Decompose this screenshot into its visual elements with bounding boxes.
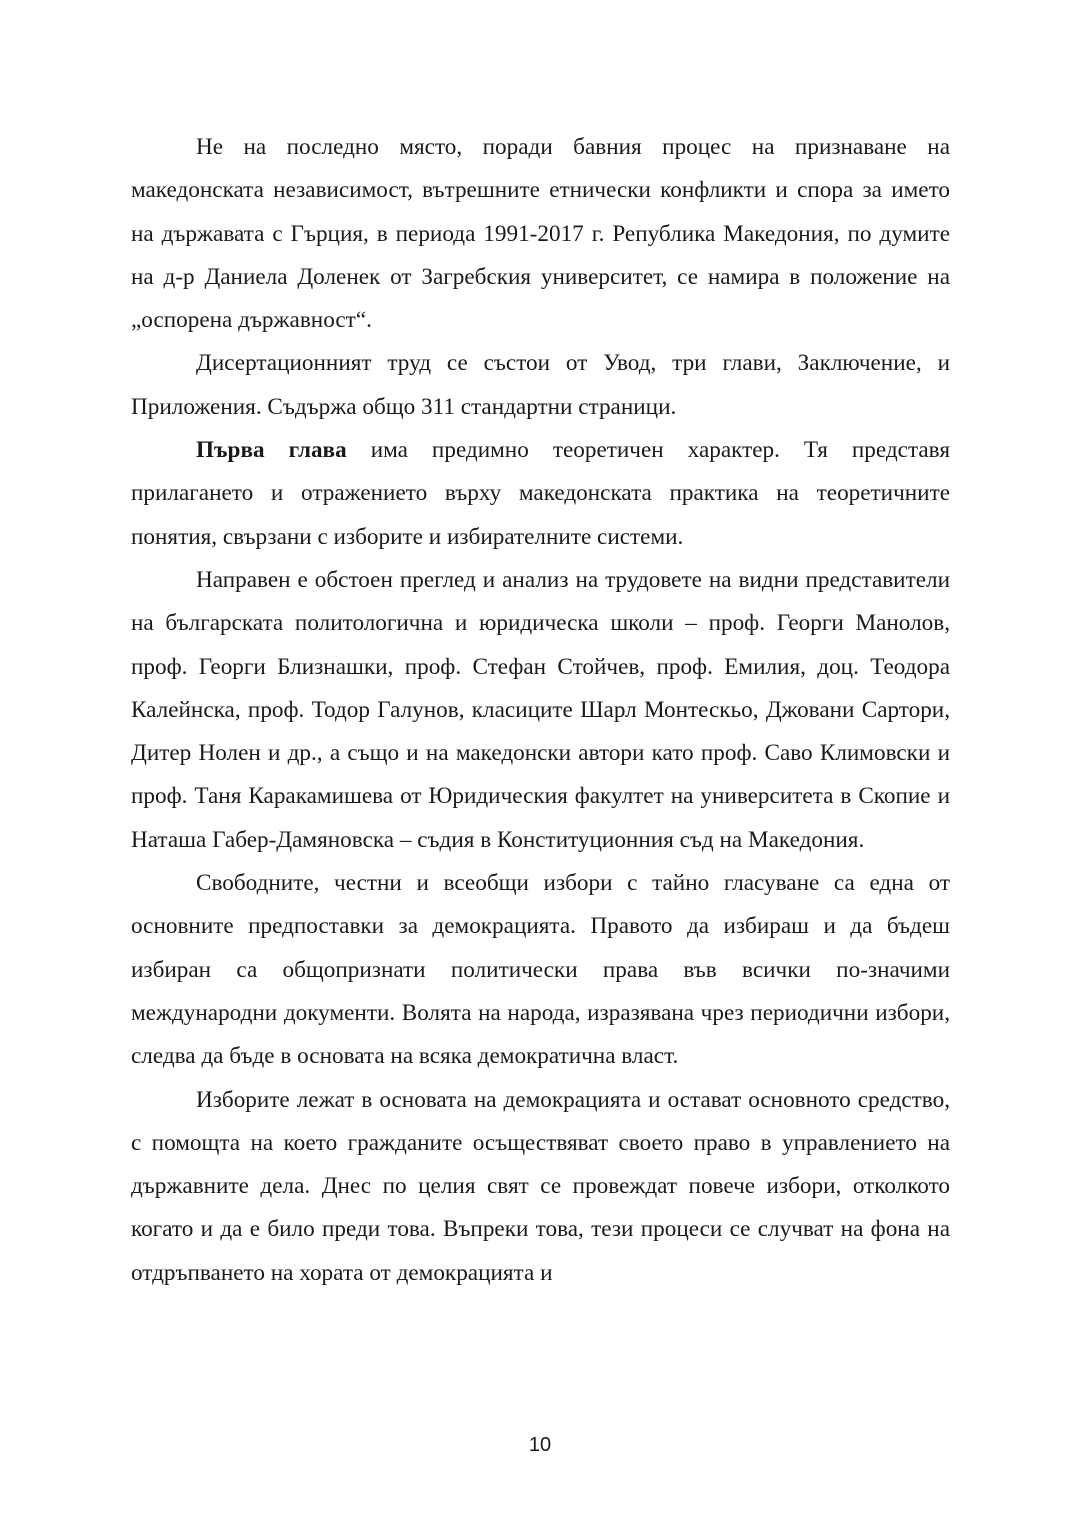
paragraph-6-text: Изборите лежат в основата на демокрацията и остават основното средство, с помощта на което гражданите осъществяват своето право в управлението на държавните дела. Днес по целия свят се провеждат повече избори, отколкото когато и да е било преди това. Въпреки това, тези процеси се случват на фона на отдръпването на хората от демокрацията и [131,1086,950,1286]
chapter-one-heading-inline: Първа глава [196,437,347,464]
paragraph-3 [131,429,950,559]
body-text [131,126,950,1295]
paragraph-5 [131,862,950,1078]
paragraph-1 [131,126,950,342]
paragraph-1-text: Не на последно място, поради бавния процес на признаване на македонската независимост, вътрешните етнически конфликти и спора за името на държавата с Гърция, в периода 1991-2017 г. Република Македония, по думите на д-р Даниела Доленек от Загребския университет, се намира в положение на „оспорена държавност“. [131,134,950,334]
paragraph-3-text: има предимно теоретичен характер. Тя представя прилагането и отражението върху македонската практика на теоретичните понятия, свързани с изборите и избирателните системи. [131,437,950,550]
paragraph-4 [131,559,950,862]
paragraph-2 [131,342,950,429]
paragraph-5-text: Свободните, честни и всеобщи избори с тайно гласуване са една от основните предпоставки за демокрацията. Правото да избираш и да бъдеш избиран са общопризнати политически права във всички по-значими международни документи. Волята на народа, изразявана чрез периодични избори, следва да бъде в основата на всяка демократична власт. [131,870,950,1070]
page-number: 10 [528,1434,552,1456]
paragraph-2-text: Дисертационният труд се състои от Увод, три глави, Заключение, и Приложения. Съдържа общо 311 стандартни страници. [131,350,950,420]
paragraph-6 [131,1079,950,1295]
paragraph-4-text: Направен е обстоен преглед и анализ на трудовете на видни представители на българската политологична и юридическа школи – проф. Георги Манолов, проф. Георги Близнашки, проф. Стефан Стойчев, проф. Емилия, доц. Теодора Калейнска, проф. Тодор Галунов, класиците Шарл Монтескьо, Джовани Сартори, Дитер Нолен и др., а също и на македонски автори като проф. Саво Климовски и проф. Таня Каракамишева от Юридическия факултет на университета в Скопие и Наташа Габер-Дамяновска – съдия в Конституционния съд на Македония. [131,566,950,853]
